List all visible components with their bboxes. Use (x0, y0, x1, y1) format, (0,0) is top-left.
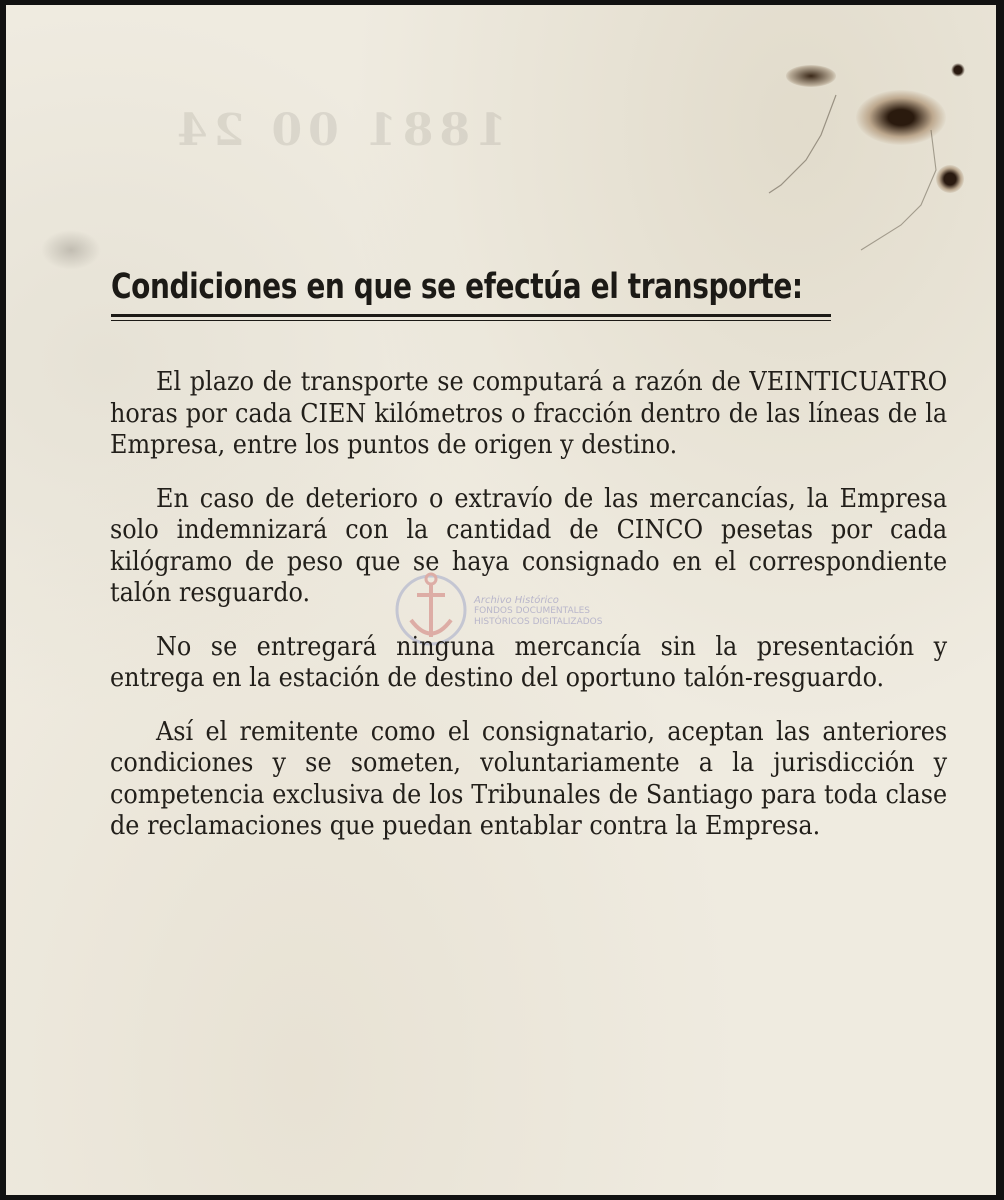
document-sheet (6, 5, 996, 1195)
paper-crease (761, 75, 961, 265)
smudge (41, 230, 101, 270)
watermark-brand: Archivo Histórico (474, 595, 559, 606)
conditions-body (110, 367, 947, 865)
paragraph-deterioro: En caso de deterioro o extravío de las mercancías, la Empresa solo indemnizará con la cantidad de CINCO pesetas por cada kilógramo de peso que se haya consignado en el correspondiente talón resguardo. (110, 483, 948, 608)
perforated-edge (992, 5, 996, 1195)
paragraph-entrega: No se entregará ninguna mercancía sin la presentación y entrega en la estación de destino del oportuno talón-resguardo. (110, 631, 948, 693)
document-title: Condiciones en que se efectúa el transporte: (111, 267, 803, 307)
paragraph-jurisdiccion: Así el remitente como el consignatario, aceptan las anteriores condiciones y se someten, voluntariamente a la jurisdicción y competencia exclusiva de los Tribunales de Santiago para toda clase de reclamaciones que puedan entablar contra la Empresa. (110, 716, 948, 841)
watermark-caption-text: FONDOS DOCUMENTALES HISTÓRICOS DIGITALIZADOS (474, 606, 603, 627)
title-underline-thin (111, 320, 831, 321)
title-underline (111, 314, 831, 317)
paragraph-plazo: El plazo de transporte se computará a razón de VEINTICUATRO horas por cada CIEN kilómetros o fracción dentro de las líneas de la Empresa, entre los puntos de origen y destino. (110, 367, 948, 460)
bleed-through-number: 1881 00 24 (171, 105, 507, 156)
